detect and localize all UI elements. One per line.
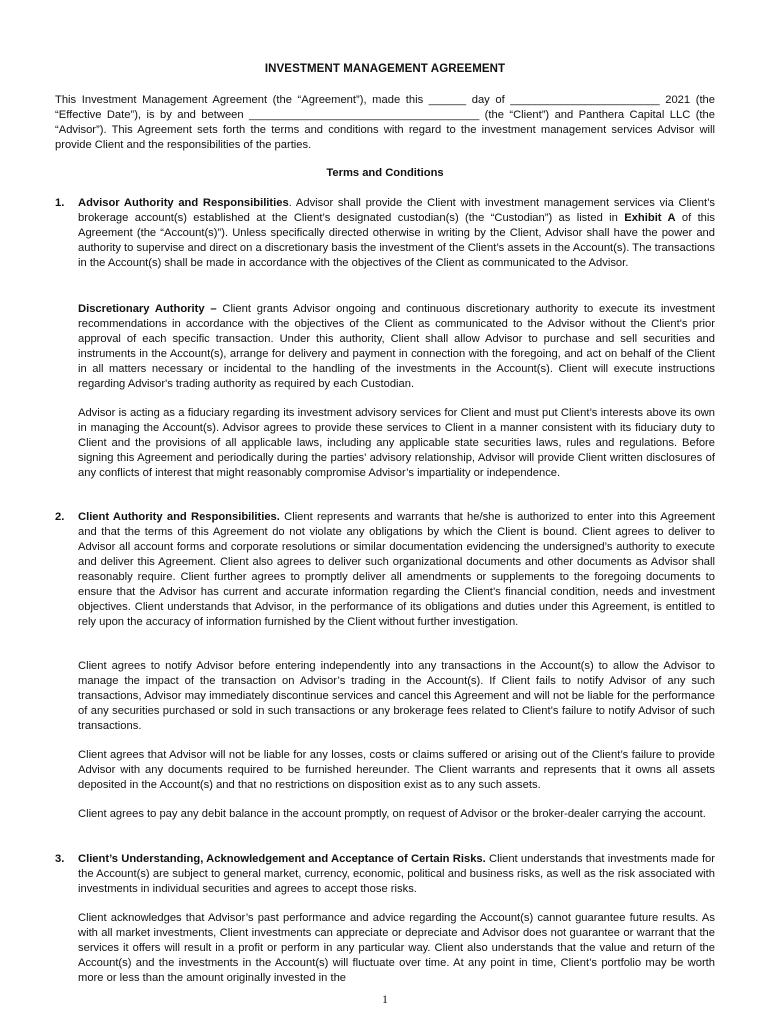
section-2-text: Client represents and warrants that he/she is authorized to enter into this Agreement and that the terms of this Agreement do not violate any obligations by which the Client is bound. Client agrees to deliver to Advisor all account forms and corporate resolutions or similar documentation evidencing the undersigned’s authority to execute and deliver this Agreement. Client also agrees to deliver such organizational documents and other documents as Advisor shall reasonably require. Client further agrees to promptly deliver all amendments or supplements to the foregoing documents to ensure that the Advisor has current and accurate information regarding the Client’s financial condition, needs and investment objectives. Client understands that Advisor, in the performance of its obligations and duties under this Agreement, is entitled to rely upon the accuracy of information furnished by the Client without further investigation. [78,511,715,628]
section-1-heading: Advisor Authority and Responsibilities [78,197,289,209]
exhibit-a-reference: Exhibit A [624,212,676,224]
section-1-text-b: of this Agreement (the “Account(s)”). Unless specifically directed otherwise in writing by the Client, Advisor shall have the power and authority to supervise and direct on a discretionary basis the investment of the Client’s assets in the Account(s). The transactions in the Account(s) shall be made in accordance with the objectives of the Client as communicated to the Advisor. [78,212,715,269]
section-3-number: 3. [55,853,65,865]
intro-paragraph: This Investment Management Agreement (the “Agreement”), made this ______ day of ________________________ 2021 (the “Effective Date”), is by and between _____________________________________ (the “Client”) and Panthera Capital LLC (the “Advisor”). This Agreement sets forth the terms and conditions with regard to the investment management services Advisor will provide Client and the responsibilities of the parties. [55,94,715,151]
section-2-heading: Client Authority and Responsibilities. [78,511,280,523]
section-2-number: 2. [55,511,65,523]
section-3-text: Client understands that investments made for the Account(s) are subject to general market, currency, economic, political and business risks, as well as the risk associated with investments in individual securities and agrees to accept those risks. [78,853,716,895]
liability-paragraph: Client agrees that Advisor will not be liable for any losses, costs or claims suffered or arising out of the Client’s failure to provide Advisor with any documents required to be furnished hereunder. The Client warrants and represents that it owns all assets deposited in the Account(s) and that no restrictions on disposition exist as to any such assets. [78,749,715,791]
discretionary-authority-text: Client grants Advisor ongoing and continuous discretionary authority to execute its investment recommendations in accordance with the objectives of the Client as communicated to the Advisor without the Client's prior approval of each specific transaction. Under this authority, Client shall allow Advisor to purchase and sell securities and instruments in the Account(s), arrange for delivery and payment in connection with the foregoing, and act on behalf of the Client in all matters necessary or incidental to the handling of the investments in the Account(s). Client will execute instructions regarding Advisor's trading authority as required by each Custodian. [78,303,716,390]
notify-advisor-paragraph: Client agrees to notify Advisor before entering independently into any transactions in the Account(s) to allow the Advisor to manage the impact of the transaction on Advisor’s trading in the Account(s). If Client fails to notify Advisor of any such transactions, Advisor may immediately discontinue services and cancel this Agreement and will not be liable for the performance of any securities purchased or sold in such transactions or any brokerage fees related to Client’s failure to notify Advisor of such transactions. [78,660,715,732]
past-performance-paragraph: Client acknowledges that Advisor’s past performance and advice regarding the Account(s) cannot guarantee future results. As with all market investments, Client investments can appreciate or depreciate and Advisor does not guarantee or warrant that the services it offers will result in a profit or perform in any particular way. Client also understands that the value and return of the Account(s) and the investments in the Account(s) will fluctuate over time. At any point in time, Client’s portfolio may be worth more or less than the amount originally invested in the [78,912,715,984]
section-1-paragraph [78,196,715,271]
section-3-heading: Client’s Understanding, Acknowledgement and Acceptance of Certain Risks. [78,853,486,865]
debit-balance-paragraph: Client agrees to pay any debit balance in the account promptly, on request of Advisor or the broker-dealer carrying the account. [78,808,706,820]
terms-heading: Terms and Conditions [326,167,444,179]
section-1-text-a: Advisor shall provide the Client with investment management services via Client’s brokerage account(s) established at the Client’s designated custodian(s) (the “Custodian”) as listed in [78,197,715,224]
section-1-heading-suffix: . [288,197,292,209]
discretionary-authority-paragraph [78,302,715,392]
fiduciary-paragraph: Advisor is acting as a fiduciary regarding its investment advisory services for Client and must put Client’s interests above its own in managing the Account(s). Advisor agrees to provide these services to Client in a manner consistent with its fiduciary duty to Client and the provisions of all applicable laws, including any applicable state securities laws, rules and regulations. Before signing this Agreement and periodically during the parties’ advisory relationship, Advisor will provide Client written disclosures of any conflicts of interest that might reasonably compromise Advisor’s impartiality or independence. [78,407,715,479]
section-3-paragraph [78,852,715,897]
discretionary-authority-heading: Discretionary Authority – [78,303,217,315]
page-number: 1 [382,992,388,1006]
document-title: INVESTMENT MANAGEMENT AGREEMENT [264,63,506,75]
section-1-number: 1. [55,197,65,209]
section-2-paragraph [78,510,715,630]
